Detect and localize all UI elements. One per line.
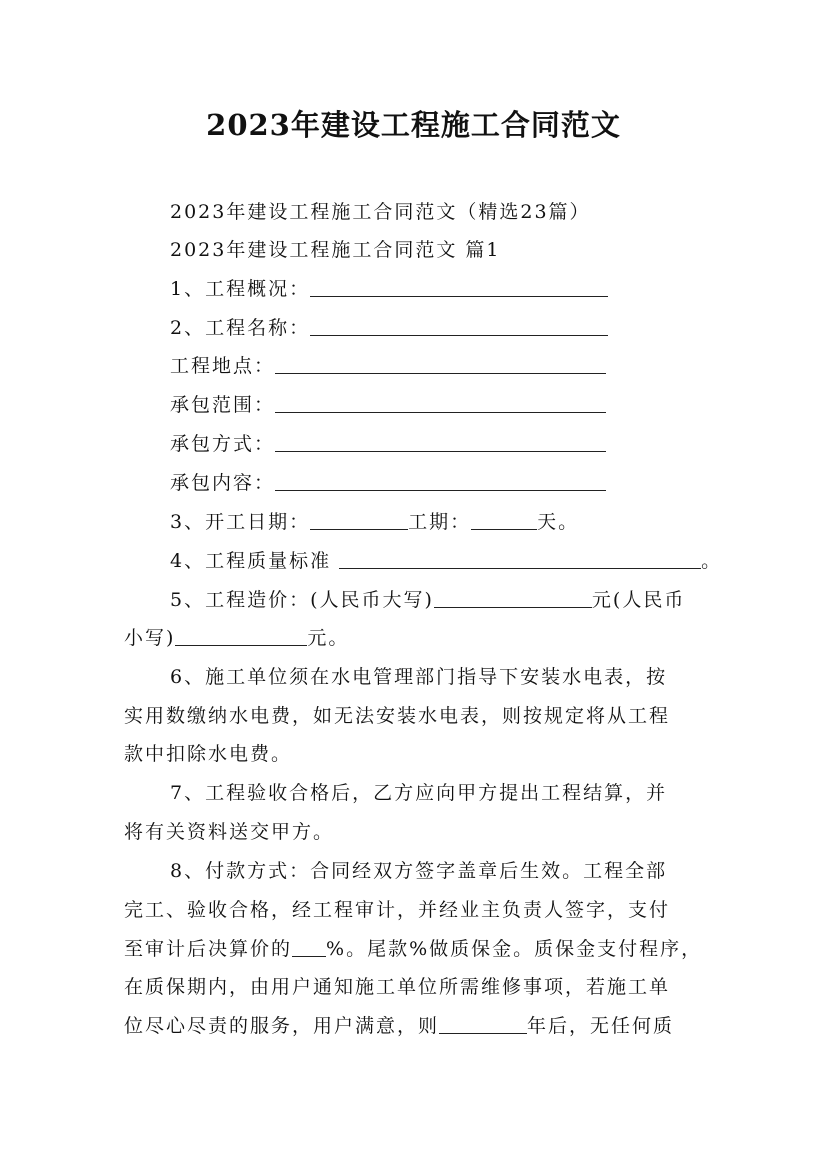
item8-line5-start: 位尽心尽责的服务，用户满意，则 [124,1015,440,1037]
method-label: 承包方式： [170,433,276,455]
item3-mid: 工期： [408,511,472,533]
subtitle: 2023年建设工程施工合同范文（精选23篇） [170,201,591,223]
content-line [170,471,606,495]
item5-line1 [170,588,685,612]
duration-blank [471,511,537,530]
item5-line2-start: 小写) [124,627,176,649]
item7-line2: 将有关资料送交甲方。 [124,821,335,843]
item5-start: 5、工程造价：(人民币大写) [170,589,434,611]
item8-line5 [124,1014,704,1038]
item2-label: 2、工程名称： [170,317,311,339]
item3-start: 3、开工日期： [170,511,311,533]
scope-label: 承包范围： [170,394,276,416]
document-title: 2023年建设工程施工合同范文 [206,108,621,142]
item8-line3-start: 至审计后决算价的 [124,938,293,960]
location-label: 工程地点： [170,355,276,377]
location-line [170,354,606,378]
item1-label: 1、工程概况： [170,278,311,300]
item4-end: 。 [701,550,723,572]
location-blank [275,355,606,374]
item6-line2: 实用数缴纳水电费，如无法安装水电表，则按规定将从工程 [124,705,671,727]
item3-end: 天。 [537,511,580,533]
start-date-blank [310,511,408,530]
item8-line3 [124,937,704,961]
method-line [170,432,606,456]
scope-line [170,393,606,417]
content-blank [275,472,606,491]
item1-blank [310,278,608,297]
item8-line5-end: 年后，无任何质 [527,1015,675,1037]
item1-line [170,277,608,301]
item7-line1: 7、工程验收合格后，乙方应向甲方提出工程结算，并 [170,782,668,804]
item6-line1: 6、施工单位须在水电管理部门指导下安装水电表，按 [170,666,668,688]
item5-line2 [124,626,704,650]
section-heading: 2023年建设工程施工合同范文 篇1 [170,239,501,261]
item8-line4: 在质保期内，由用户通知施工单位所需维修事项，若施工单 [124,976,671,998]
item8-line3-end: %。尾款%做质保金。质保金支付程序， [326,938,703,960]
warranty-years-blank [439,1015,527,1034]
item3-line [170,510,579,534]
item2-line [170,316,608,340]
item4-line [170,549,722,573]
method-blank [275,433,606,452]
item8-line1: 8、付款方式：合同经双方签字盖章后生效。工程全部 [170,860,668,882]
payment-percent-blank [292,938,326,957]
item8-line2: 完工、验收合格，经工程审计，并经业主负责人签字，支付 [124,899,671,921]
content-label: 承包内容： [170,472,276,494]
item2-blank [310,317,608,336]
item5-line2-end: 元。 [307,627,350,649]
price-uppercase-blank [434,589,592,608]
price-lowercase-blank [175,627,307,646]
quality-blank [339,550,701,569]
item5-mid: 元(人民币 [591,589,686,611]
item6-line3: 款中扣除水电费。 [124,743,293,765]
item4-label: 4、工程质量标准 [170,550,332,572]
scope-blank [275,394,606,413]
